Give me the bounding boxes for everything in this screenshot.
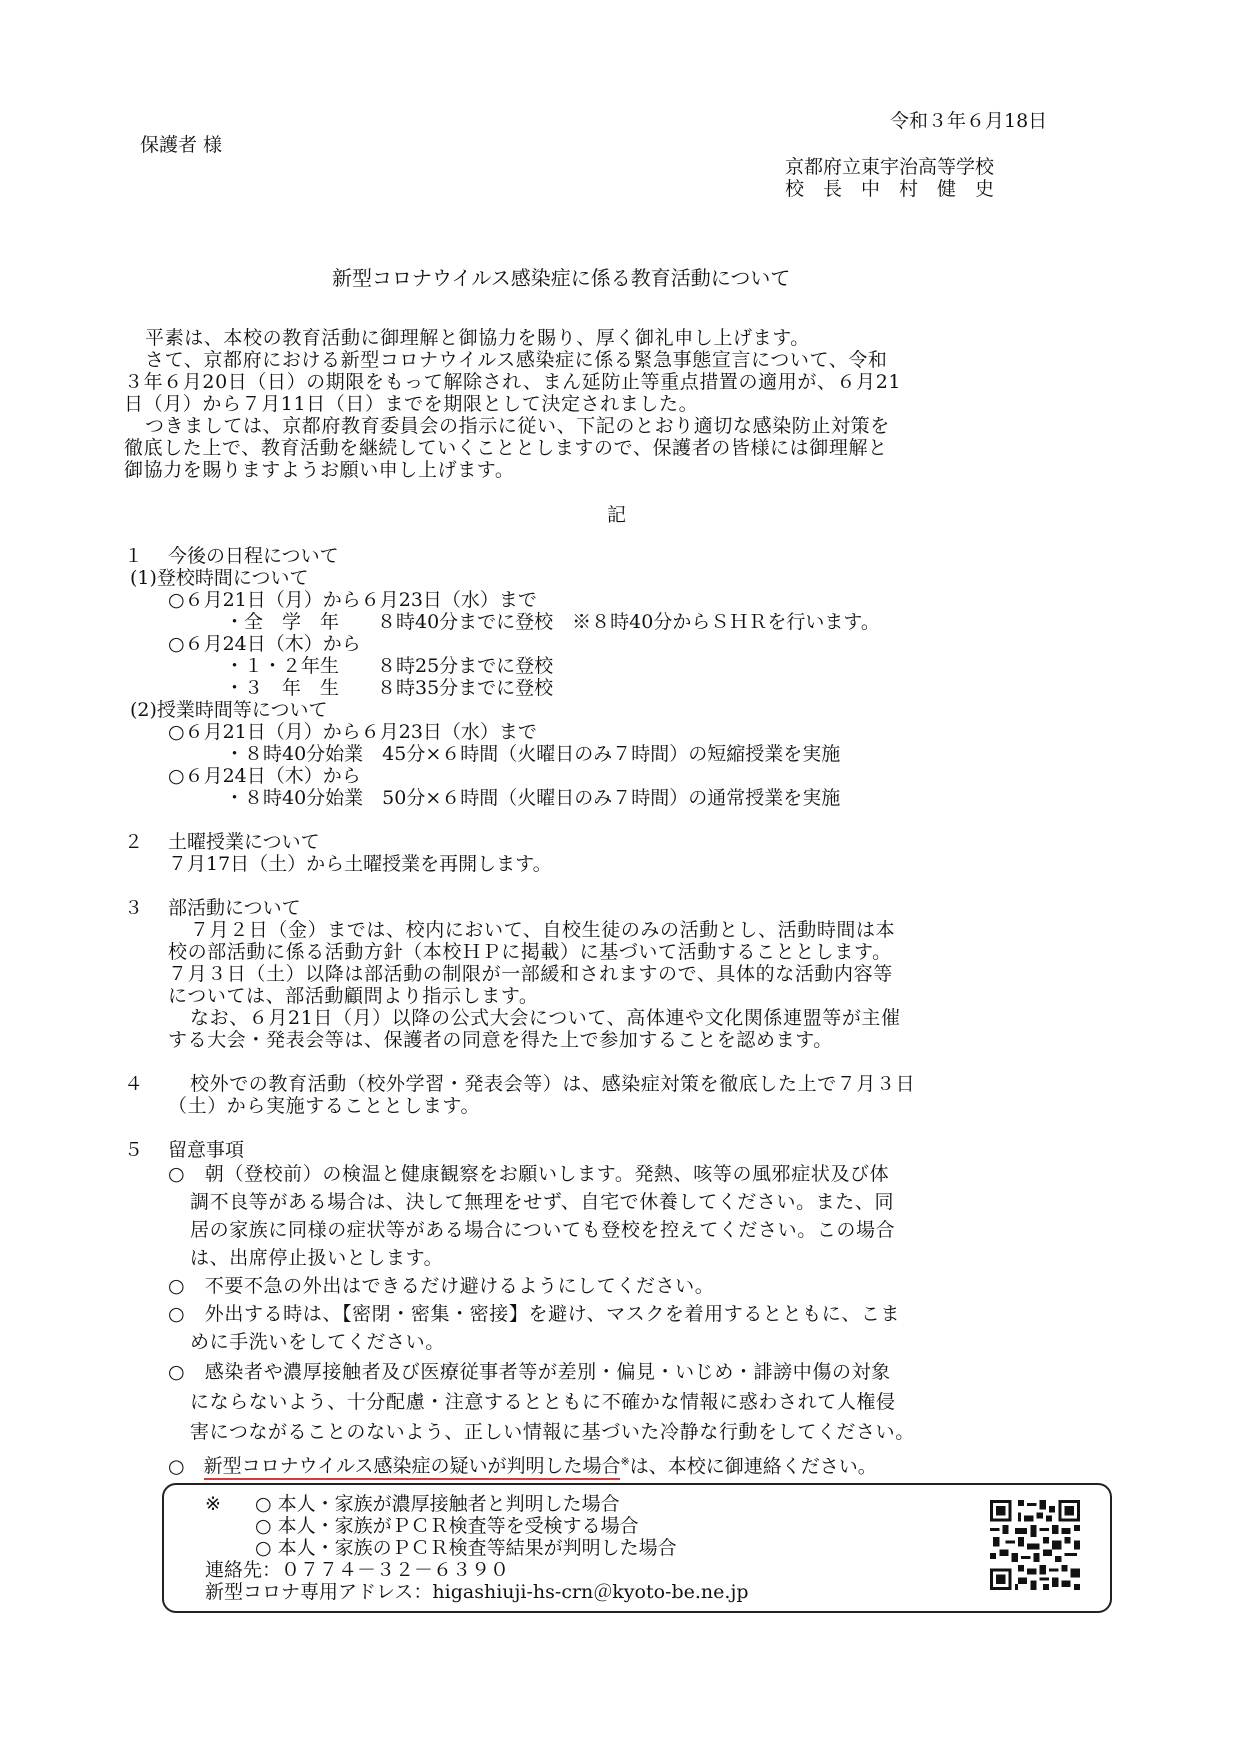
section-1-title: 今後の日程について	[168, 545, 339, 567]
qr-code-icon	[990, 1500, 1080, 1590]
section-1-number: １	[124, 545, 144, 567]
section-1-item-c1: ・８時40分始業 45分×６時間（火曜日のみ７時間）の短縮授業を実施	[225, 743, 841, 765]
note-5-footnote-mark: ※	[620, 1455, 630, 1468]
section-1-item-b2: ・３ 年 生 ８時35分までに登校	[225, 677, 554, 699]
section-3-line-1: ７月２日（金）までは、校内において、自校生徒のみの活動とし、活動時間は本	[190, 919, 896, 941]
note-5	[168, 1450, 877, 1478]
section-1-item-a: ○６月21日（月）から６月23日（水）まで	[168, 589, 537, 611]
intro-line-7: 御協力を賜りますようお願い申し上げます。	[124, 459, 515, 481]
principal-name: 校 長 中 村 健 史	[785, 178, 995, 200]
intro-line-3: ３年６月20日（日）の期限をもって解除され、まん延防止等重点措置の適用が、６月21	[124, 371, 902, 393]
section-3-line-6: する大会・発表会等は、保護者の同意を得た上で参加することを認めます。	[168, 1029, 833, 1051]
intro-line-2: さて、京都府における新型コロナウイルス感染症に係る緊急事態宣言について、令和	[145, 349, 888, 371]
note-1-line-2: 調不良等がある場合は、決して無理をせず、自宅で休養してください。また、同	[190, 1191, 895, 1213]
section-1-item-b1: ・１・２年生 ８時25分までに登校	[225, 655, 554, 677]
intro-line-1: 平素は、本校の教育活動に御理解と御協力を賜り、厚く御礼申し上げます。	[145, 327, 810, 349]
note-4-line-1: ○ 感染者や濃厚接触者及び医療従事者等が差別・偏見・いじめ・誹謗中傷の対象	[168, 1361, 891, 1383]
note-4-line-2: にならないよう、十分配慮・注意するとともに不確かな情報に惑わされて人権侵	[190, 1391, 896, 1413]
section-3-line-5: なお、６月21日（月）以降の公式大会について、高体連や文化関係連盟等が主催	[190, 1007, 901, 1029]
school-name: 京都府立東宇治高等学校	[785, 156, 995, 178]
section-2-number: ２	[124, 831, 144, 853]
note-1-line-3: 居の家族に同様の症状等がある場合についても登校を控えてください。この場合	[190, 1219, 896, 1241]
section-4-number: ４	[124, 1073, 144, 1095]
contact-email[interactable]: 新型コロナ専用アドレス：higashiuji-hs-crn＠kyoto-be.ne.jp	[205, 1581, 749, 1603]
document-date: 令和３年６月18日	[890, 110, 1048, 132]
ki-marker: 記	[607, 504, 627, 526]
section-1-item-c: ○６月21日（月）から６月23日（水）まで	[168, 721, 537, 743]
section-3-title: 部活動について	[168, 897, 301, 919]
section-4-line-2: （土）から実施することとします。	[168, 1095, 481, 1117]
note-5-underlined-text: 新型コロナウイルス感染症の疑いが判明した場合	[204, 1455, 621, 1480]
section-1-sub-1: (1)登校時間について	[130, 567, 309, 589]
section-1-item-d: ○６月24日（木）から	[168, 765, 361, 787]
intro-line-4: 日（月）から７月11日（日）までを期限として決定されました。	[124, 393, 699, 415]
note-box-item-3: ○ 本人・家族のＰＣＲ検査等結果が判明した場合	[255, 1537, 677, 1559]
section-3-line-3: ７月３日（土）以降は部活動の制限が一部緩和されますので、具体的な活動内容等	[168, 963, 893, 985]
note-box-item-1: ○ 本人・家族が濃厚接触者と判明した場合	[255, 1493, 620, 1515]
section-3-line-4: については、部活動顧問より指示します。	[168, 985, 539, 1007]
note-3-line-1: ○ 外出する時は、【密閉・密集・密接】を避け、マスクを着用するとともに、こま	[168, 1303, 901, 1325]
section-3-number: ３	[124, 897, 144, 919]
section-2-body: ７月17日（土）から土曜授業を再開します。	[168, 853, 552, 875]
intro-line-6: 徹底した上で、教育活動を継続していくこととしますので、保護者の皆様には御理解と	[124, 437, 888, 459]
section-1-item-b: ○６月24日（木）から	[168, 633, 361, 655]
section-4-line-1: 校外での教育活動（校外学習・発表会等）は、感染症対策を徹底した上で７月３日	[190, 1073, 916, 1095]
note-2: ○ 不要不急の外出はできるだけ避けるようにしてください。	[168, 1275, 715, 1297]
note-box-mark: ※	[205, 1493, 221, 1515]
section-5-number: ５	[124, 1139, 144, 1161]
note-4-line-3: 害につながることのないよう、正しい情報に基づいた冷静な行動をしてください。	[190, 1421, 915, 1443]
contact-phone: 連絡先：０７７４－３２－６３９０	[205, 1559, 510, 1581]
section-1-item-d1: ・８時40分始業 50分×６時間（火曜日のみ７時間）の通常授業を実施	[225, 787, 841, 809]
note-5-bullet: ○	[168, 1455, 185, 1478]
intro-line-5: つきましては、京都府教育委員会の指示に従い、下記のとおり適切な感染防止対策を	[145, 415, 890, 437]
note-1-line-1: ○ 朝（登校前）の検温と健康観察をお願いします。発熱、咳等の風邪症状及び体	[168, 1163, 890, 1185]
note-5-rest: は、本校に御連絡ください。	[629, 1455, 877, 1478]
note-box-item-2: ○ 本人・家族がＰＣＲ検査等を受検する場合	[255, 1515, 639, 1537]
section-5-title: 留意事項	[168, 1139, 245, 1161]
note-1-line-4: は、出席停止扱いとします。	[190, 1247, 444, 1269]
section-2-title: 土曜授業について	[168, 831, 320, 853]
note-5-gap	[185, 1455, 204, 1477]
section-3-line-2: 校の部活動に係る活動方針（本校ＨＰに掲載）に基づいて活動することとします。	[168, 941, 892, 963]
recipient: 保護者 様	[140, 134, 223, 156]
section-1-sub-2: (2)授業時間等について	[130, 699, 328, 721]
note-3-line-2: めに手洗いをしてください。	[190, 1331, 445, 1353]
section-1-item-a1: ・全 学 年 ８時40分までに登校 ※８時40分からＳＨＲを行います。	[225, 611, 880, 633]
page-title: 新型コロナウイルス感染症に係る教育活動について	[332, 266, 791, 290]
